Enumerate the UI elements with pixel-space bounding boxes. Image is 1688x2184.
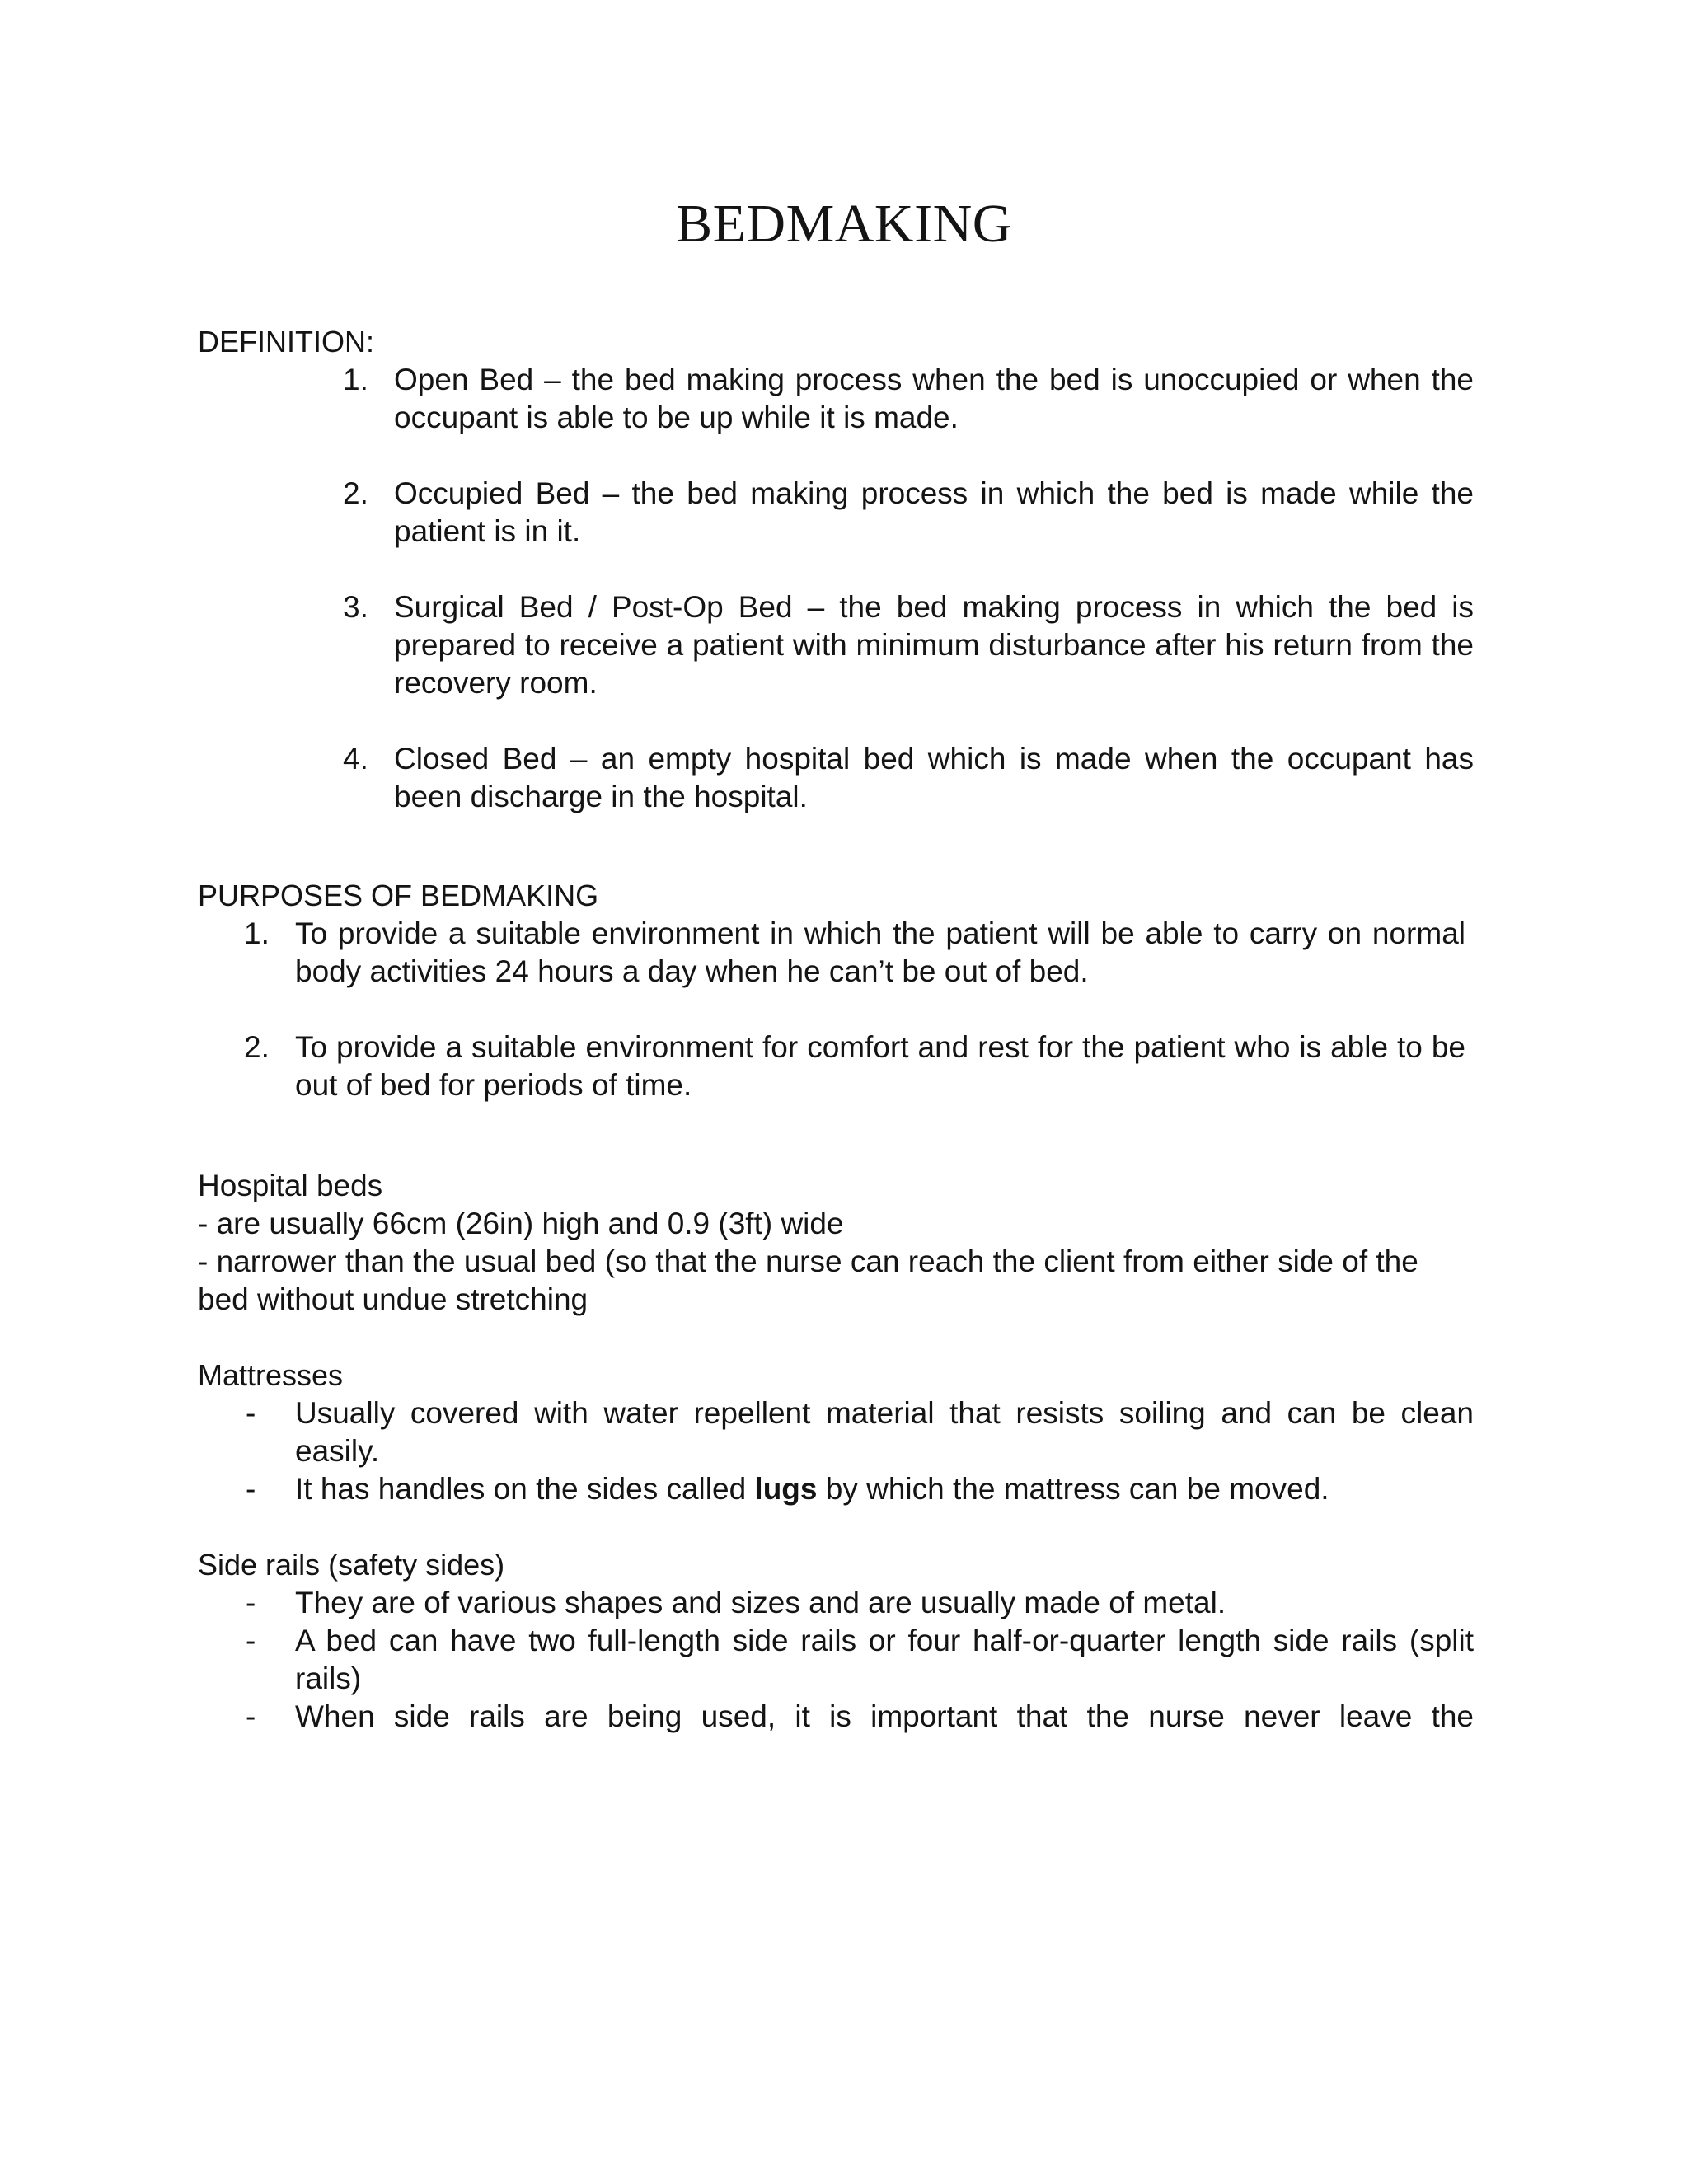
purposes-heading: PURPOSES OF BEDMAKING — [198, 879, 599, 912]
definition-item-occupied-bed — [343, 475, 1474, 551]
list-number: 3. — [343, 590, 368, 624]
mattress-item — [246, 1394, 1474, 1470]
definition-list — [343, 361, 1474, 816]
definition-item-closed-bed — [343, 740, 1474, 816]
bullet-dash: - — [246, 1699, 256, 1733]
definition-text: Surgical Bed / Post-Op Bed – the bed making process in which the bed is prepared to receive a patient with minimum disturbance after his return from the recovery room. — [394, 590, 1474, 700]
mattress-text: It has handles on the sides called — [295, 1472, 755, 1506]
side-rail-text: They are of various shapes and sizes and are usually made of metal. — [295, 1586, 1226, 1619]
mattress-item — [246, 1470, 1474, 1508]
mattresses-heading: Mattresses — [198, 1358, 344, 1392]
purpose-text: To provide a suitable environment for comfort and rest for the patient who is able to be out of bed for periods of time. — [295, 1030, 1465, 1102]
hospital-beds-line: - narrower than the usual bed (so that the nurse can reach the client from either side of the bed without undue stretching — [198, 1244, 1418, 1316]
bullet-dash: - — [246, 1396, 256, 1430]
definition-item-surgical-bed — [343, 588, 1474, 702]
hospital-beds-heading: Hospital beds — [198, 1169, 383, 1202]
definition-item-open-bed — [343, 361, 1474, 437]
purpose-text: To provide a suitable environment in which the patient will be able to carry on normal body activities 24 hours a day when he can’t be out of bed. — [295, 916, 1465, 988]
mattress-text: Usually covered with water repellent material that resists soiling and can be clean easily. — [295, 1396, 1474, 1468]
list-number: 2. — [244, 1030, 270, 1064]
definition-text: Occupied Bed – the bed making process in which the bed is made while the patient is in it. — [394, 476, 1474, 548]
purpose-item — [244, 1029, 1465, 1104]
side-rail-text: When side rails are being used, it is important that the nurse never leave the — [295, 1699, 1474, 1733]
list-number: 1. — [244, 916, 270, 950]
side-rail-item — [246, 1698, 1474, 1736]
page-title: BEDMAKING — [676, 194, 1012, 254]
side-rails-heading: Side rails (safety sides) — [198, 1548, 505, 1582]
bullet-dash: - — [246, 1624, 256, 1657]
purpose-item — [244, 915, 1465, 991]
side-rails-list — [246, 1584, 1474, 1736]
mattress-text: by which the mattress can be moved. — [817, 1472, 1329, 1506]
side-rail-item — [246, 1622, 1474, 1698]
definition-text: Open Bed – the bed making process when the bed is unoccupied or when the occupant is able to be up while it is made. — [394, 363, 1474, 434]
side-rail-text: A bed can have two full-length side rails or four half-or-quarter length side rails (split rails) — [295, 1624, 1474, 1695]
purposes-list — [244, 915, 1465, 1104]
mattresses-list — [246, 1394, 1474, 1508]
list-number: 2. — [343, 476, 368, 510]
side-rail-item — [246, 1584, 1474, 1622]
lugs-term: lugs — [754, 1472, 818, 1506]
bullet-dash: - — [246, 1472, 256, 1506]
bullet-dash: - — [246, 1586, 256, 1619]
list-number: 4. — [343, 742, 368, 776]
definition-heading: DEFINITION: — [198, 325, 374, 359]
hospital-beds-section — [198, 1167, 1467, 1319]
list-number: 1. — [343, 363, 368, 396]
hospital-beds-line: - are usually 66cm (26in) high and 0.9 (3ft) wide — [198, 1207, 844, 1240]
definition-text: Closed Bed – an empty hospital bed which is made when the occupant has been discharge in the hospital. — [394, 742, 1474, 813]
